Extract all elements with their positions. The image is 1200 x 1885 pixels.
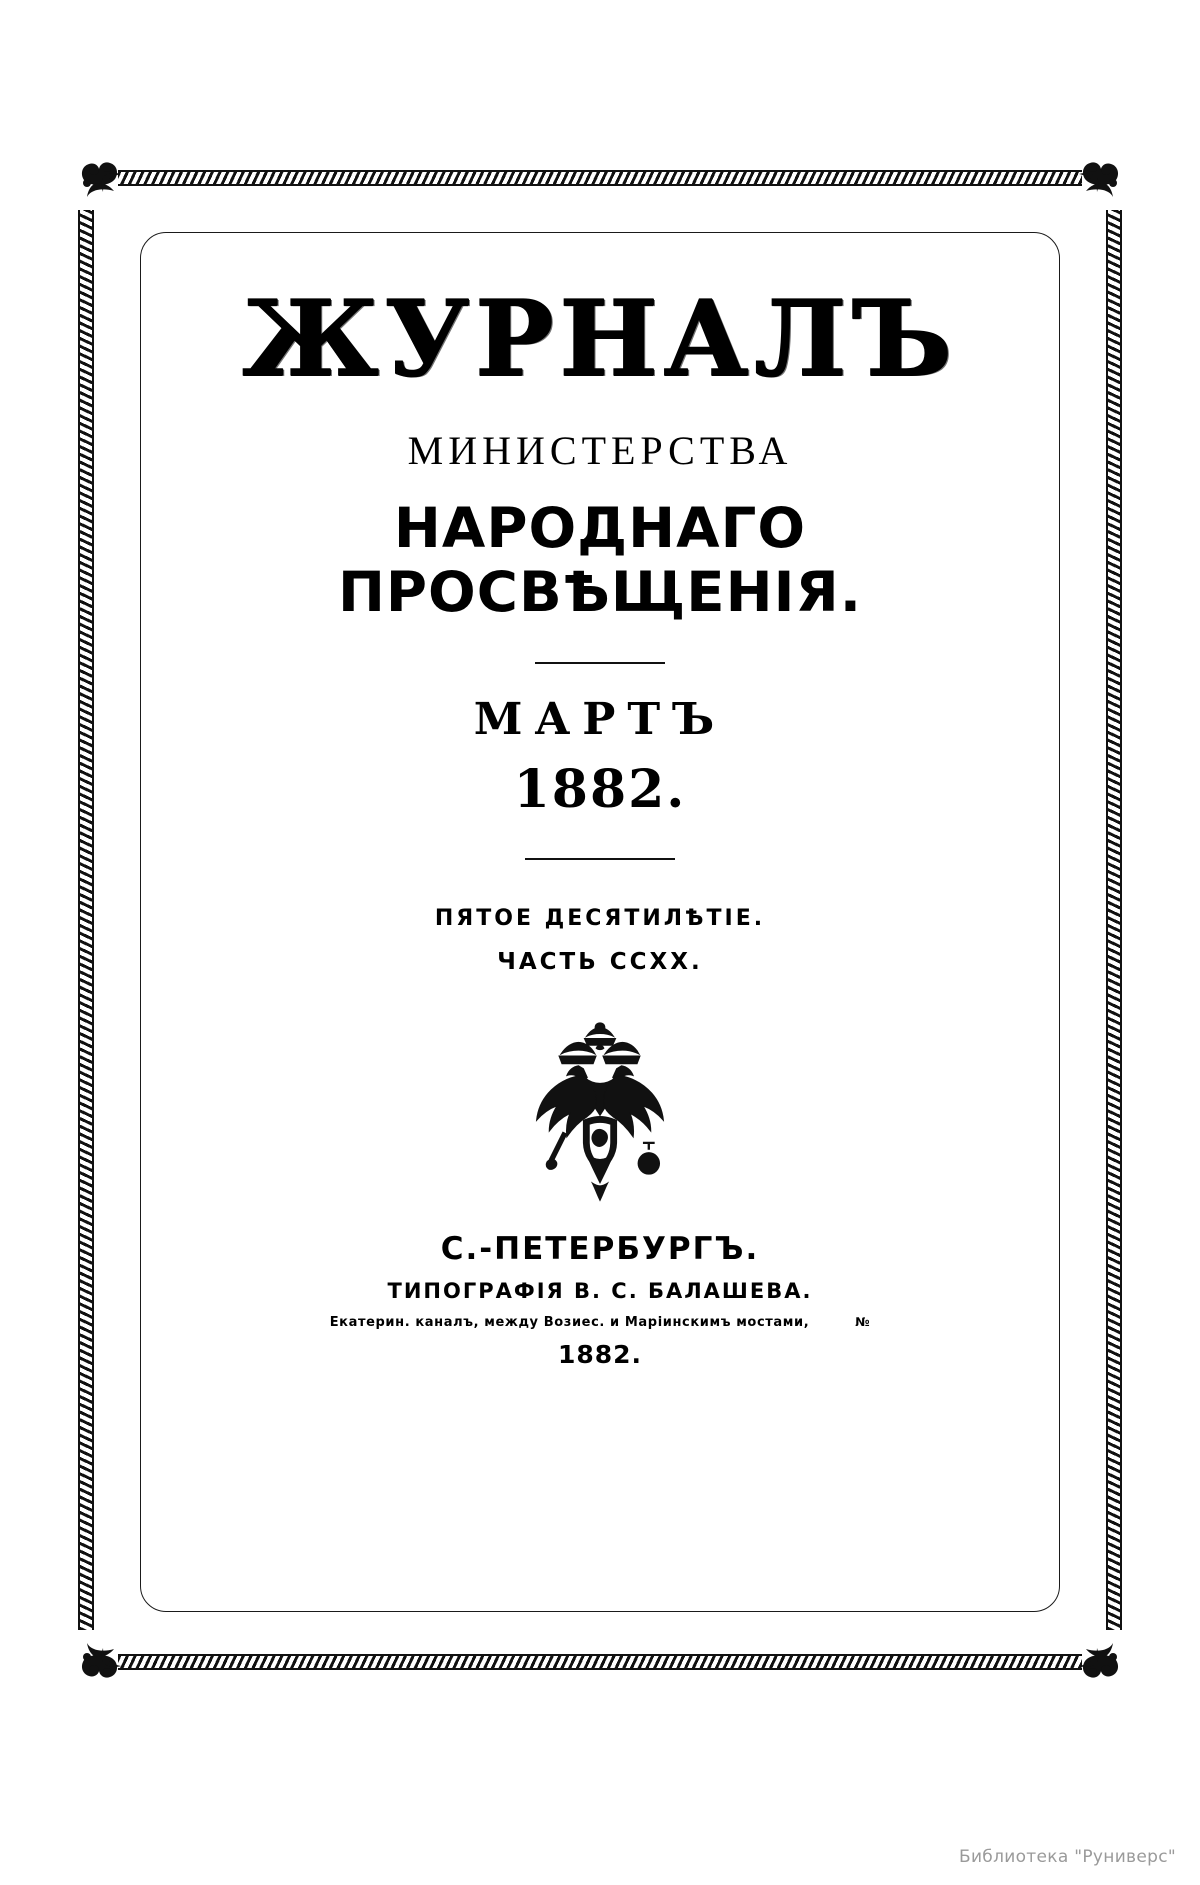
decade-label: ПЯТОЕ ДЕСЯТИЛѢТІЕ. — [434, 906, 766, 932]
address-row — [140, 1315, 1060, 1330]
title-block — [140, 232, 1060, 1612]
bottom-year: 1882. — [557, 1340, 643, 1370]
library-watermark: Библиотека "Руниверс" — [959, 1847, 1176, 1867]
journal-title: ЖУРНАЛЪ — [242, 277, 958, 400]
corner-floret-icon — [1068, 150, 1126, 208]
enlightenment-line: НАРОДНАГО ПРОСВѢЩЕНІЯ. — [337, 496, 863, 625]
imperial-eagle-icon — [140, 1017, 1060, 1217]
address-number: № — [855, 1315, 871, 1330]
divider-rule-bottom — [525, 858, 675, 860]
city-line: С.-ПЕТЕРБУРГЪ. — [440, 1231, 760, 1268]
corner-floret-icon — [1068, 1632, 1126, 1690]
frame-rope-top — [118, 170, 1082, 186]
issue-year: 1882. — [513, 759, 687, 821]
frame-rope-bottom — [118, 1654, 1082, 1670]
frame-rope-right — [1106, 210, 1122, 1630]
corner-floret-icon — [74, 1632, 132, 1690]
issue-month: МАРТЪ — [473, 694, 727, 746]
frame-rope-left — [78, 210, 94, 1630]
corner-floret-icon — [74, 150, 132, 208]
printer-line: ТИПОГРАФІЯ В. С. БАЛАШЕВА. — [387, 1279, 813, 1304]
divider-rule-top — [535, 662, 665, 664]
address-text: Екатерин. каналъ, между Возиес. и Марiинскимъ мостами, — [329, 1315, 810, 1331]
part-label: ЧАСТЬ CCXX. — [497, 949, 703, 976]
ministry-line: МИНИСТЕРСТВА — [407, 428, 793, 474]
